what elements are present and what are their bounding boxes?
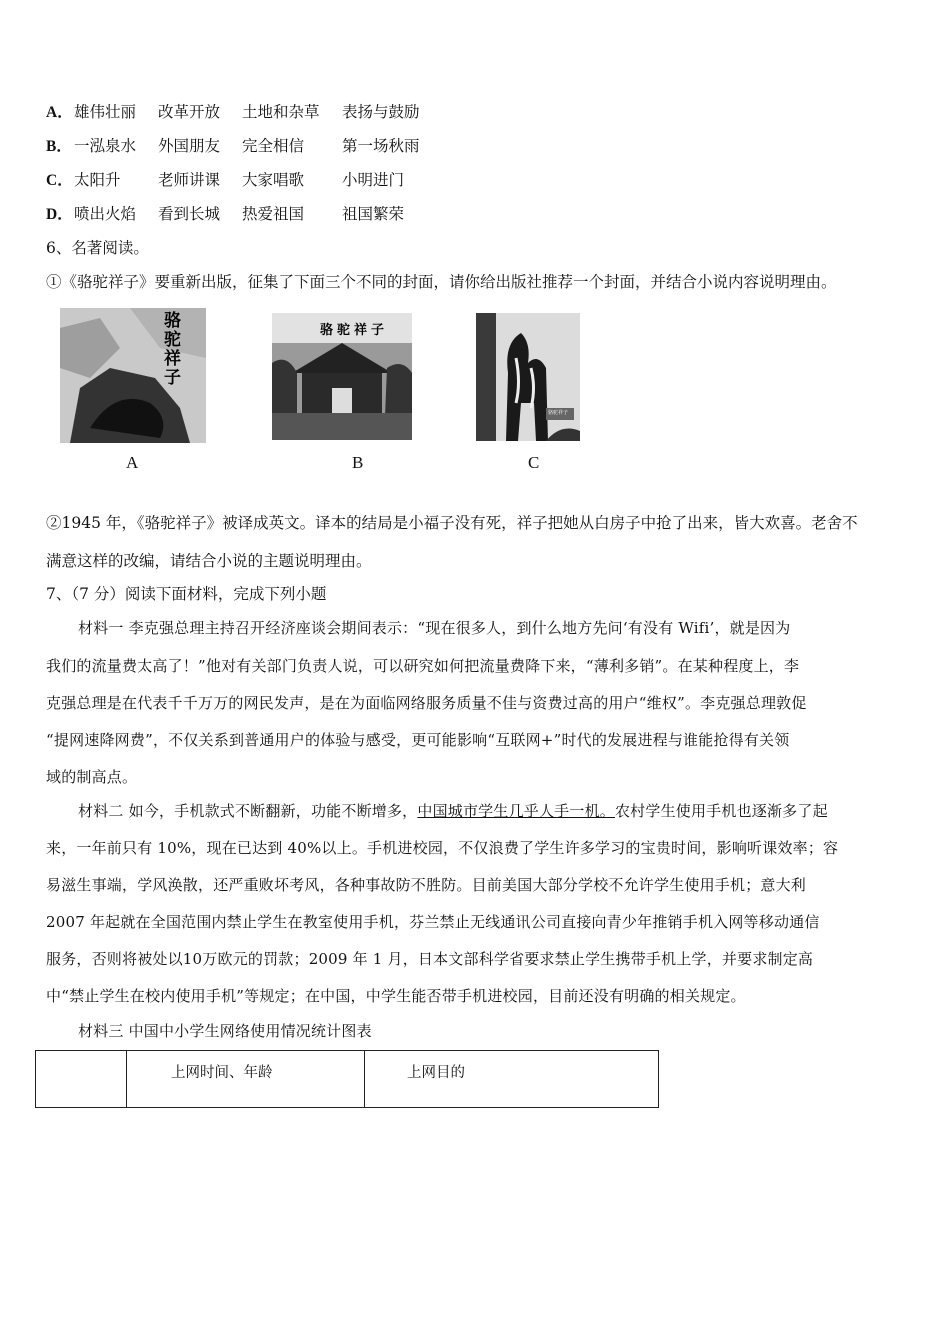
cover-c-title: 骆驼祥子 — [548, 410, 569, 416]
option-b: B． 一泓泉水 外国朋友 完全相信 第一场秋雨 — [46, 137, 420, 155]
material2-line: 2007 年起就在全国范围内禁止学生在教室使用手机，芬兰禁止无线通讯公司直接向青少年推销手机入网等移动通信 — [46, 913, 820, 931]
material1-line: 域的制高点。 — [46, 768, 138, 786]
table-header-cell: 上网目的 — [365, 1051, 659, 1108]
table-row — [36, 1051, 659, 1108]
q6-part2-line2: 满意这样的改编，请结合小说的主题说明理由。 — [46, 552, 372, 570]
material1-line: 我们的流量费太高了！”他对有关部门负责人说，可以研究如何把流量费降下来，“薄利多销”。在某种程度上，李 — [46, 657, 800, 675]
option-a: A．雄伟壮丽 改革开放 土地和杂草 表扬与鼓励 — [46, 103, 420, 121]
option-c: C．太阳升 老师讲课 大家唱歌 小明进门 — [46, 171, 405, 189]
q6-title: 6、名著阅读。 — [46, 239, 149, 257]
cover-c-image — [476, 313, 580, 441]
material1-line: 克强总理是在代表千千万万的网民发声，是在为面临网络服务质量不佳与资费过高的用户“维权”。李克强总理敦促 — [46, 694, 807, 712]
q6-part1: ①《骆驼祥子》要重新出版，征集了下面三个不同的封面，请你给出版社推荐一个封面，并结合小说内容说明理由。 — [46, 273, 837, 291]
material2-line: 服务，否则将被处以10万欧元的罚款；2009 年 1 月，日本文部科学省要求禁止学生携带手机上学，并要求制定高 — [46, 950, 814, 968]
material2-line: 易滋生事端，学风涣散，还严重败坏考风，各种事故防不胜防。目前美国大部分学校不允许学生使用手机；意大利 — [46, 876, 807, 894]
q6-part2-line1: ②1945 年，《骆驼祥子》被译成英文。译本的结局是小福子没有死，祥子把她从白房子中抢了出来，皆大欢喜。老舍不 — [46, 514, 858, 532]
table-header-cell — [36, 1051, 127, 1108]
cover-b-image — [272, 313, 412, 440]
cover-b-title: 骆驼祥子 — [320, 323, 389, 338]
option-d: D．喷出火焰 看到长城 热爱祖国 祖国繁荣 — [46, 205, 405, 223]
material2-first-line: 材料二 如今，手机款式不断翻新，功能不断增多，中国城市学生几乎人手一机。农村学生使用手机也逐渐多了起 — [78, 802, 828, 820]
table-header-cell: 上网时间、年龄 — [127, 1051, 365, 1108]
material1-line: 材料一 李克强总理主持召开经济座谈会期间表示：“现在很多人，到什么地方先问‘有没有 Wifi’，就是因为 — [78, 619, 791, 637]
cover-a-image — [60, 308, 206, 443]
material3-title: 材料三 中国中小学生网络使用情况统计图表 — [78, 1022, 372, 1040]
statistics-table — [35, 1050, 659, 1108]
underlined-sentence: 中国城市学生几乎人手一机。 — [417, 802, 615, 820]
cover-b-label: B — [352, 453, 364, 472]
cover-a-title: 骆驼祥子 — [164, 311, 181, 388]
cover-c-label: C — [528, 453, 540, 472]
material1-line: “提网速降网费”，不仅关系到普通用户的体验与感受，更可能影响“互联网+”时代的发展进程与谁能抢得有关领 — [46, 731, 790, 749]
cover-a-label: A — [126, 453, 139, 472]
material2-line: 中“禁止学生在校内使用手机”等规定；在中国，中学生能否带手机进校园，目前还没有明确的相关规定。 — [46, 987, 746, 1005]
material2-line: 来，一年前只有 10%，现在已达到 40%以上。手机进校园，不仅浪费了学生许多学习的宝贵时间，影响听课效率；容 — [46, 839, 839, 857]
q7-title: 7、（7 分）阅读下面材料，完成下列小题 — [46, 585, 327, 603]
